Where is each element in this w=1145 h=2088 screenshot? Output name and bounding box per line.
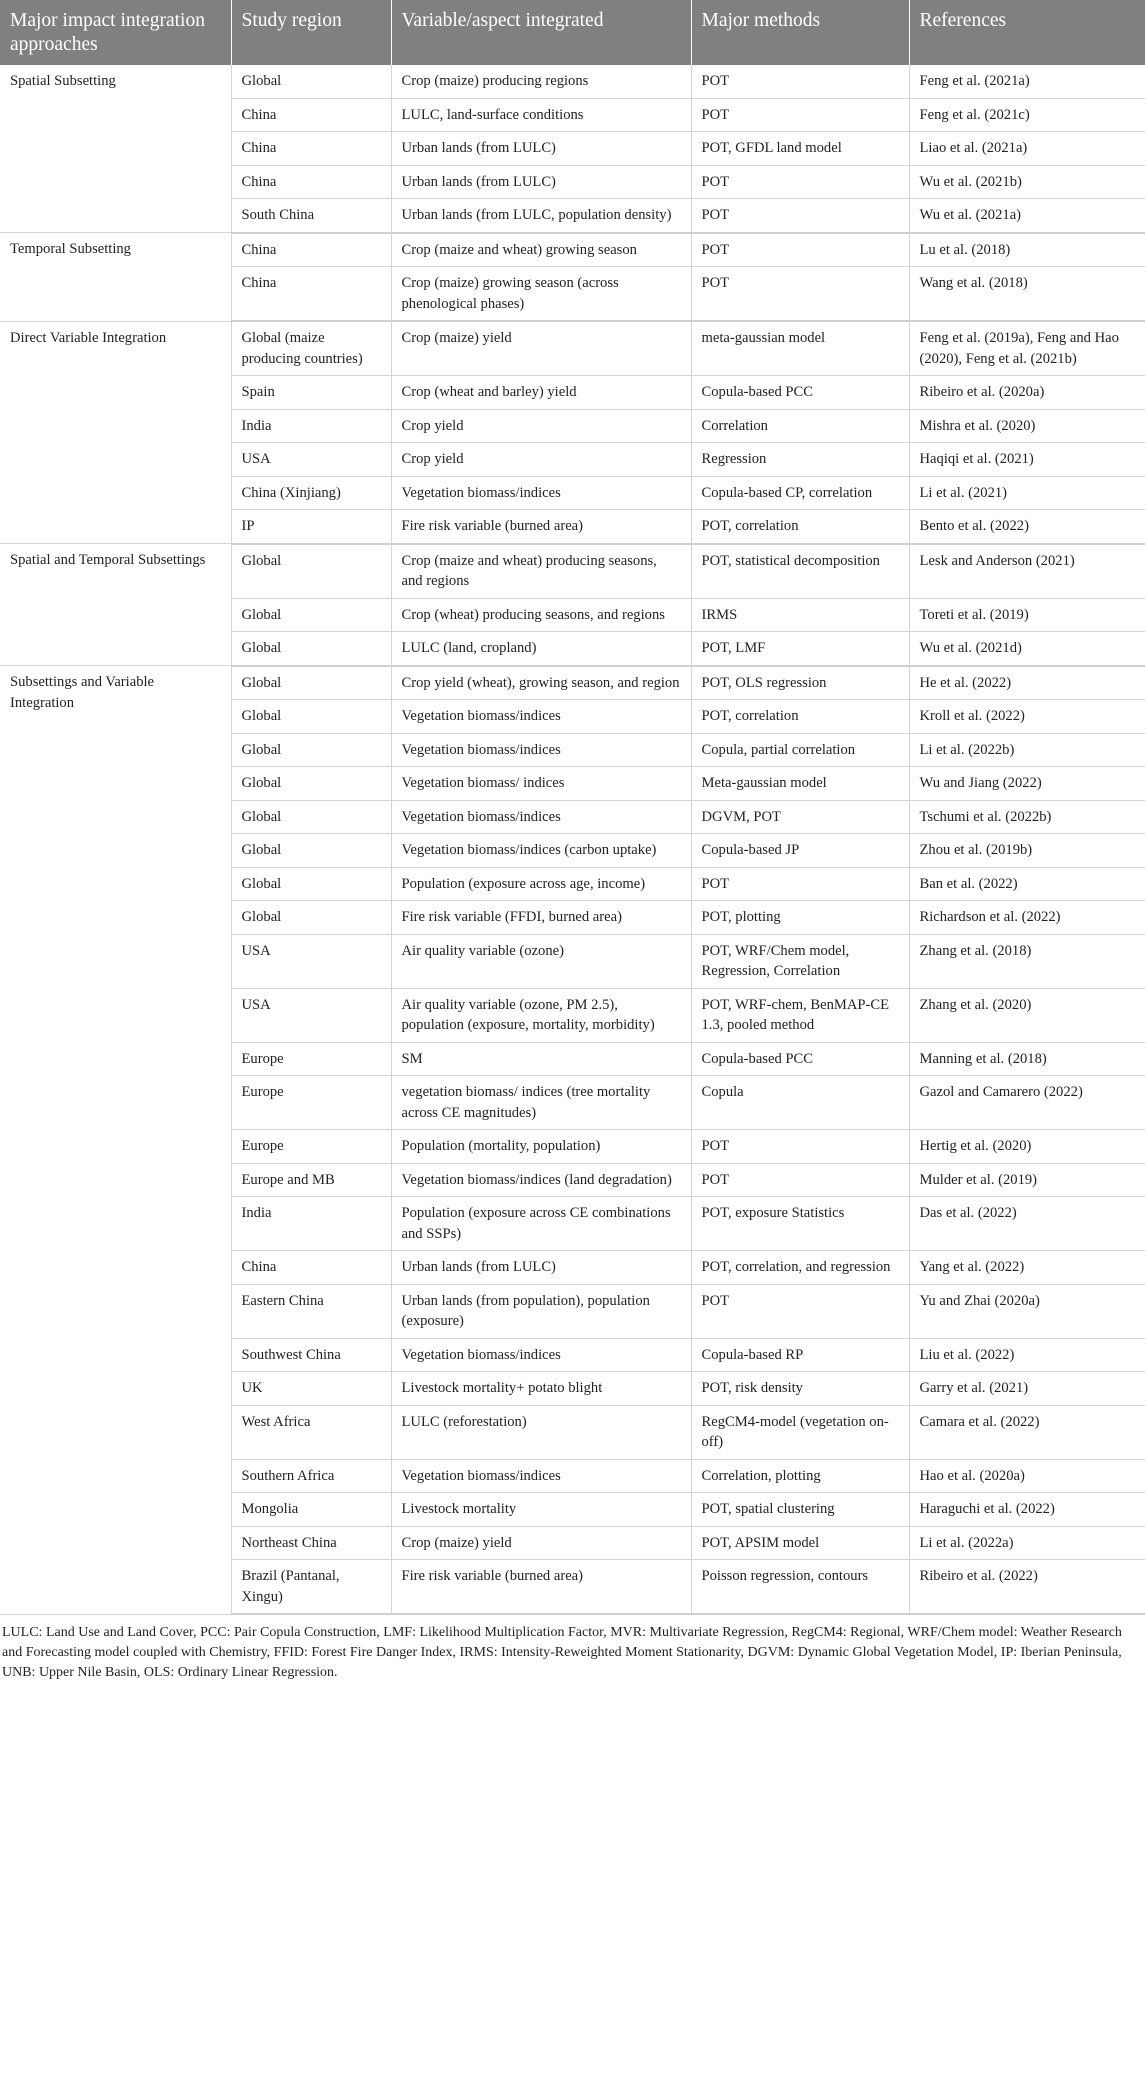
cell-reference: Bento et al. (2022) [909,510,1145,544]
cell-reference: Hao et al. (2020a) [909,1459,1145,1493]
cell-variable: LULC (reforestation) [391,1405,691,1459]
cell-region: Southwest China [231,1338,391,1372]
cell-reference: Manning et al. (2018) [909,1042,1145,1076]
cell-methods: POT, WRF/Chem model, Regression, Correlation [691,934,909,988]
cell-methods: Copula-based RP [691,1338,909,1372]
cell-region: Spain [231,376,391,410]
cell-region: IP [231,510,391,544]
cell-methods: IRMS [691,598,909,632]
cell-region: South China [231,199,391,233]
cell-reference: Li et al. (2021) [909,476,1145,510]
cell-region: West Africa [231,1405,391,1459]
cell-variable: Crop (maize) producing regions [391,65,691,98]
cell-methods: DGVM, POT [691,800,909,834]
cell-reference: Yang et al. (2022) [909,1251,1145,1285]
cell-region: USA [231,988,391,1042]
cell-reference: Camara et al. (2022) [909,1405,1145,1459]
cell-variable: Livestock mortality [391,1493,691,1527]
cell-reference: Zhang et al. (2020) [909,988,1145,1042]
cell-methods: POT, spatial clustering [691,1493,909,1527]
cell-variable: Vegetation biomass/indices [391,700,691,734]
cell-region: China (Xinjiang) [231,476,391,510]
cell-variable: LULC, land-surface conditions [391,98,691,132]
table-header-row [0,0,1145,65]
cell-reference: Mishra et al. (2020) [909,409,1145,443]
cell-methods: Copula-based PCC [691,1042,909,1076]
cell-variable: Vegetation biomass/indices [391,733,691,767]
cell-variable: Crop yield [391,443,691,477]
cell-region: Brazil (Pantanal, Xingu) [231,1560,391,1615]
cell-approach: Direct Variable Integration [0,321,231,544]
cell-region: Global [231,901,391,935]
cell-reference: Lesk and Anderson (2021) [909,544,1145,599]
cell-variable: Vegetation biomass/indices [391,1459,691,1493]
cell-variable: Population (exposure across CE combinations and SSPs) [391,1197,691,1251]
cell-variable: Fire risk variable (burned area) [391,1560,691,1615]
cell-variable: Crop (maize) growing season (across phenological phases) [391,267,691,322]
cell-methods: POT [691,1284,909,1338]
table-row [0,233,1145,267]
cell-region: USA [231,443,391,477]
cell-methods: POT, LMF [691,632,909,666]
cell-region: Mongolia [231,1493,391,1527]
cell-reference: Yu and Zhai (2020a) [909,1284,1145,1338]
cell-reference: Haqiqi et al. (2021) [909,443,1145,477]
cell-methods: Correlation, plotting [691,1459,909,1493]
cell-variable: Air quality variable (ozone, PM 2.5), population (exposure, mortality, morbidity) [391,988,691,1042]
cell-reference: Wu et al. (2021b) [909,165,1145,199]
header-references: References [909,0,1145,65]
cell-approach: Spatial and Temporal Subsettings [0,544,231,666]
header-region: Study region [231,0,391,65]
cell-methods: POT, GFDL land model [691,132,909,166]
cell-variable: Vegetation biomass/ indices [391,767,691,801]
cell-reference: He et al. (2022) [909,666,1145,700]
cell-methods: POT [691,267,909,322]
cell-reference: Liu et al. (2022) [909,1338,1145,1372]
cell-reference: Richardson et al. (2022) [909,901,1145,935]
cell-methods: Copula [691,1076,909,1130]
cell-region: Southern Africa [231,1459,391,1493]
table-row [0,65,1145,98]
cell-region: India [231,1197,391,1251]
cell-methods: POT, APSIM model [691,1526,909,1560]
cell-variable: Crop yield [391,409,691,443]
cell-methods: Copula-based PCC [691,376,909,410]
cell-variable: Vegetation biomass/indices [391,476,691,510]
cell-region: Global [231,666,391,700]
cell-methods: Correlation [691,409,909,443]
cell-variable: Fire risk variable (burned area) [391,510,691,544]
cell-methods: Regression [691,443,909,477]
cell-reference: Li et al. (2022b) [909,733,1145,767]
cell-methods: Copula, partial correlation [691,733,909,767]
cell-reference: Wu et al. (2021a) [909,199,1145,233]
cell-reference: Zhou et al. (2019b) [909,834,1145,868]
cell-region: China [231,132,391,166]
cell-variable: Urban lands (from LULC, population density) [391,199,691,233]
cell-variable: Crop yield (wheat), growing season, and region [391,666,691,700]
cell-region: Global [231,544,391,599]
cell-variable: Urban lands (from population), population (exposure) [391,1284,691,1338]
cell-region: Europe [231,1130,391,1164]
cell-methods: POT, correlation, and regression [691,1251,909,1285]
cell-variable: vegetation biomass/ indices (tree mortality across CE magnitudes) [391,1076,691,1130]
cell-region: Global [231,632,391,666]
cell-variable: Air quality variable (ozone) [391,934,691,988]
cell-region: Europe [231,1042,391,1076]
cell-variable: Vegetation biomass/indices (carbon uptake) [391,834,691,868]
cell-reference: Kroll et al. (2022) [909,700,1145,734]
cell-region: Europe [231,1076,391,1130]
cell-methods: Copula-based JP [691,834,909,868]
cell-variable: Urban lands (from LULC) [391,1251,691,1285]
cell-reference: Lu et al. (2018) [909,233,1145,267]
cell-region: Global [231,700,391,734]
cell-reference: Liao et al. (2021a) [909,132,1145,166]
cell-reference: Feng et al. (2019a), Feng and Hao (2020), Feng et al. (2021b) [909,321,1145,376]
cell-methods: POT [691,1130,909,1164]
cell-methods: POT [691,65,909,98]
cell-variable: Crop (wheat) producing seasons, and regions [391,598,691,632]
table-row [0,544,1145,599]
cell-reference: Hertig et al. (2020) [909,1130,1145,1164]
cell-region: Global [231,598,391,632]
table-footnote: LULC: Land Use and Land Cover, PCC: Pair Copula Construction, LMF: Likelihood Multiplication Factor, MVR: Multivariate Regression, RegCM4: Regional, WRF/Chem model: Weather Research and Forecasting model coupled with Chemistry, FFID: Forest Fire Danger Index, IRMS: Intensity-Reweighted Moment Stationarity, DGVM: Dynamic Global Vegetation Model, IP: Iberian Peninsula, UNB: Upper Nile Basin, OLS: Ordinary Linear Regression. [2,1625,1122,1680]
cell-variable: Livestock mortality+ potato blight [391,1372,691,1406]
table-row [0,666,1145,700]
cell-reference: Haraguchi et al. (2022) [909,1493,1145,1527]
table-body [0,65,1145,1614]
cell-reference: Toreti et al. (2019) [909,598,1145,632]
cell-methods: POT [691,233,909,267]
cell-methods: POT, plotting [691,901,909,935]
cell-region: China [231,1251,391,1285]
cell-methods: RegCM4-model (vegetation on-off) [691,1405,909,1459]
cell-variable: Urban lands (from LULC) [391,132,691,166]
cell-methods: POT [691,867,909,901]
cell-reference: Ribeiro et al. (2022) [909,1560,1145,1615]
cell-methods: POT, OLS regression [691,666,909,700]
cell-variable: Vegetation biomass/indices [391,800,691,834]
cell-methods: POT [691,199,909,233]
cell-region: China [231,233,391,267]
cell-reference: Ban et al. (2022) [909,867,1145,901]
cell-variable: Crop (maize and wheat) growing season [391,233,691,267]
cell-region: Global [231,800,391,834]
cell-reference: Garry et al. (2021) [909,1372,1145,1406]
cell-region: China [231,267,391,322]
cell-region: USA [231,934,391,988]
cell-methods: POT, correlation [691,700,909,734]
cell-methods: Poisson regression, contours [691,1560,909,1615]
cell-approach: Subsettings and Variable Integration [0,666,231,1615]
cell-approach: Temporal Subsetting [0,233,231,322]
cell-reference: Das et al. (2022) [909,1197,1145,1251]
cell-variable: Crop (maize) yield [391,321,691,376]
cell-methods: meta-gaussian model [691,321,909,376]
cell-methods: POT, correlation [691,510,909,544]
cell-methods: POT [691,1163,909,1197]
cell-reference: Ribeiro et al. (2020a) [909,376,1145,410]
cell-region: Northeast China [231,1526,391,1560]
cell-methods: POT [691,98,909,132]
cell-variable: SM [391,1042,691,1076]
header-approach: Major impact integration approaches [0,0,231,65]
cell-methods: Copula-based CP, correlation [691,476,909,510]
header-methods: Major methods [691,0,909,65]
cell-variable: Vegetation biomass/indices (land degradation) [391,1163,691,1197]
cell-variable: Crop (maize) yield [391,1526,691,1560]
cell-approach: Spatial Subsetting [0,65,231,233]
cell-region: Europe and MB [231,1163,391,1197]
cell-variable: Population (exposure across age, income) [391,867,691,901]
cell-variable: Urban lands (from LULC) [391,165,691,199]
cell-methods: Meta-gaussian model [691,767,909,801]
cell-region: Global [231,834,391,868]
cell-variable: Vegetation biomass/indices [391,1338,691,1372]
cell-methods: POT, WRF-chem, BenMAP-CE 1.3, pooled method [691,988,909,1042]
cell-reference: Feng et al. (2021c) [909,98,1145,132]
header-variable: Variable/aspect integrated [391,0,691,65]
cell-methods: POT [691,165,909,199]
cell-region: UK [231,1372,391,1406]
cell-reference: Zhang et al. (2018) [909,934,1145,988]
cell-variable: Crop (wheat and barley) yield [391,376,691,410]
cell-region: India [231,409,391,443]
cell-region: Eastern China [231,1284,391,1338]
cell-region: China [231,98,391,132]
cell-reference: Mulder et al. (2019) [909,1163,1145,1197]
cell-region: Global (maize producing countries) [231,321,391,376]
cell-region: China [231,165,391,199]
cell-reference: Wu et al. (2021d) [909,632,1145,666]
cell-region: Global [231,867,391,901]
cell-region: Global [231,65,391,98]
cell-reference: Wu and Jiang (2022) [909,767,1145,801]
cell-region: Global [231,767,391,801]
table-row [0,321,1145,376]
cell-reference: Li et al. (2022a) [909,1526,1145,1560]
cell-reference: Gazol and Camarero (2022) [909,1076,1145,1130]
cell-methods: POT, statistical decomposition [691,544,909,599]
cell-reference: Wang et al. (2018) [909,267,1145,322]
cell-reference: Tschumi et al. (2022b) [909,800,1145,834]
cell-reference: Feng et al. (2021a) [909,65,1145,98]
cell-variable: Population (mortality, population) [391,1130,691,1164]
cell-methods: POT, risk density [691,1372,909,1406]
cell-variable: Crop (maize and wheat) producing seasons, and regions [391,544,691,599]
cell-region: Global [231,733,391,767]
cell-methods: POT, exposure Statistics [691,1197,909,1251]
cell-variable: Fire risk variable (FFDI, burned area) [391,901,691,935]
cell-variable: LULC (land, cropland) [391,632,691,666]
